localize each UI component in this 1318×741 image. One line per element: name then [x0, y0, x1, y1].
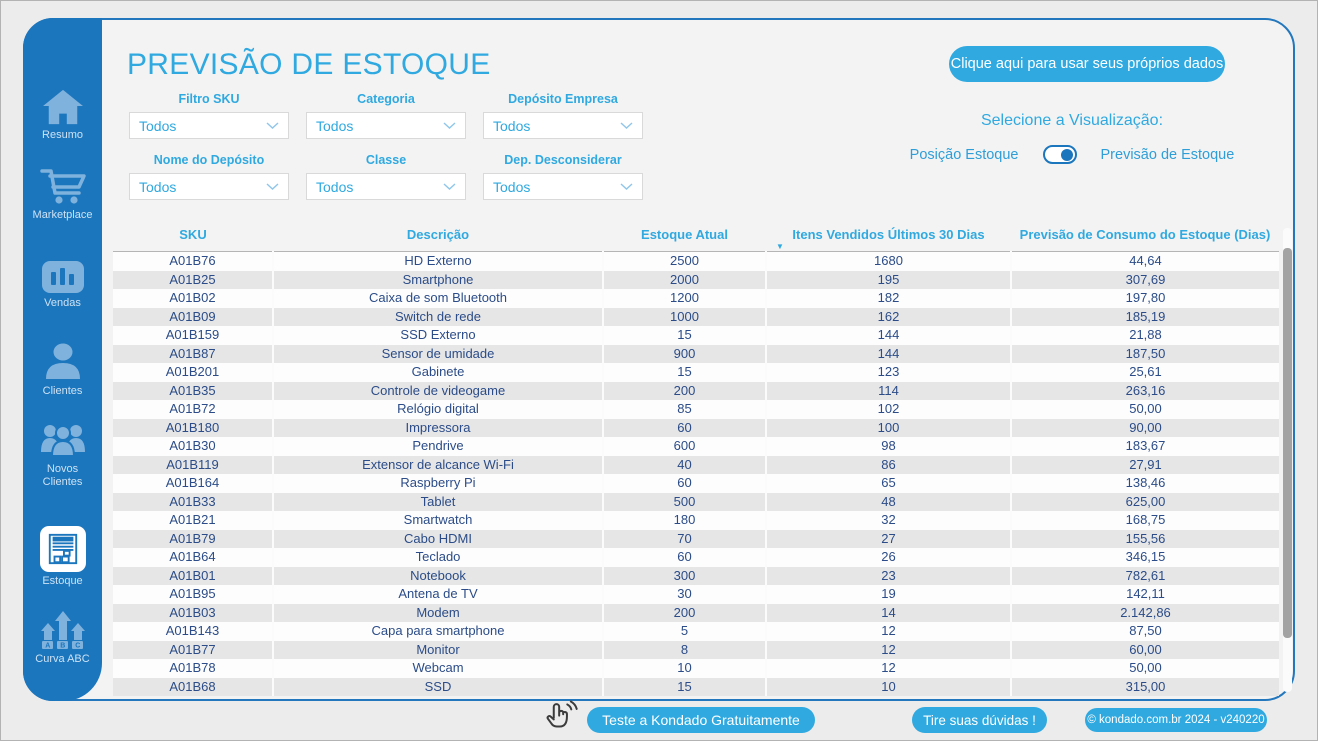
- filter-selected-value: Todos: [316, 178, 354, 195]
- use-own-data-button[interactable]: Clique aqui para usar seus próprios dados: [949, 46, 1225, 82]
- filters-grid: [129, 92, 643, 200]
- table-cell: 50,00: [1011, 659, 1279, 678]
- column-header[interactable]: [603, 224, 766, 252]
- table-cell: 346,15: [1011, 548, 1279, 567]
- table-cell: Controle de videogame: [273, 382, 603, 401]
- table-cell: 2000: [603, 271, 766, 290]
- table-body: [113, 252, 1279, 697]
- view-toggle[interactable]: [1043, 145, 1077, 164]
- table-cell: 625,00: [1011, 493, 1279, 512]
- table-cell: A01B33: [113, 493, 273, 512]
- table-cell: 144: [766, 345, 1011, 364]
- sidebar-item-label: Resumo: [42, 129, 83, 141]
- table-cell: 500: [603, 493, 766, 512]
- table-cell: 15: [603, 326, 766, 345]
- table-row[interactable]: [113, 548, 1279, 567]
- filter-selected-value: Todos: [139, 178, 177, 195]
- table-cell: A01B87: [113, 345, 273, 364]
- chevron-down-icon: [620, 122, 633, 129]
- table-cell: 50,00: [1011, 400, 1279, 419]
- table-cell: A01B119: [113, 456, 273, 475]
- table-cell: Switch de rede: [273, 308, 603, 327]
- table-row[interactable]: [113, 271, 1279, 290]
- svg-text:A: A: [44, 642, 50, 650]
- tap-hand-icon: [542, 700, 582, 741]
- filter-dropdown[interactable]: [306, 112, 466, 139]
- table-cell: 200: [603, 382, 766, 401]
- table-cell: Extensor de alcance Wi-Fi: [273, 456, 603, 475]
- column-header[interactable]: [1011, 224, 1279, 252]
- table-cell: 25,61: [1011, 363, 1279, 382]
- sidebar-nav: [23, 18, 102, 701]
- table-cell: 2.142,86: [1011, 604, 1279, 623]
- table-cell: 10: [603, 659, 766, 678]
- table-cell: A01B77: [113, 641, 273, 660]
- table-cell: 26: [766, 548, 1011, 567]
- table-cell: A01B143: [113, 622, 273, 641]
- table-cell: 8: [603, 641, 766, 660]
- filter-dropdown[interactable]: [129, 112, 289, 139]
- table-row[interactable]: [113, 604, 1279, 623]
- table-row[interactable]: [113, 289, 1279, 308]
- filter-selected-value: Todos: [493, 178, 531, 195]
- table-cell: 1000: [603, 308, 766, 327]
- table-cell: SSD: [273, 678, 603, 697]
- column-header-label: Itens Vendidos Últimos 30 Dias: [792, 227, 985, 242]
- table-cell: A01B72: [113, 400, 273, 419]
- table-cell: Pendrive: [273, 437, 603, 456]
- column-header-label: Previsão de Consumo do Estoque (Dias): [1019, 227, 1271, 242]
- table-cell: 142,11: [1011, 585, 1279, 604]
- table-row[interactable]: [113, 474, 1279, 493]
- filter-label: Depósito Empresa: [508, 92, 618, 106]
- filter-label: Categoria: [357, 92, 415, 106]
- cart-icon: [40, 166, 86, 206]
- table-row[interactable]: [113, 345, 1279, 364]
- table-cell: 60: [603, 474, 766, 493]
- table-cell: 114: [766, 382, 1011, 401]
- sidebar-item-novos-clientes[interactable]: [23, 422, 102, 488]
- table-cell: 197,80: [1011, 289, 1279, 308]
- table-cell: 100: [766, 419, 1011, 438]
- table-cell: Raspberry Pi: [273, 474, 603, 493]
- table-cell: 10: [766, 678, 1011, 697]
- table-cell: 87,50: [1011, 622, 1279, 641]
- sidebar-item-label: Vendas: [44, 297, 81, 309]
- filter-dep-desconsiderar: [483, 153, 643, 200]
- table-row[interactable]: [113, 308, 1279, 327]
- sidebar-item-label: Estoque: [42, 575, 83, 587]
- table-row[interactable]: [113, 622, 1279, 641]
- table-cell: 60: [603, 419, 766, 438]
- table-cell: 195: [766, 271, 1011, 290]
- table-row[interactable]: [113, 585, 1279, 604]
- table-cell: HD Externo: [273, 252, 603, 271]
- table-cell: 138,46: [1011, 474, 1279, 493]
- table-cell: 315,00: [1011, 678, 1279, 697]
- home-icon: [42, 88, 84, 126]
- filter-dropdown[interactable]: [483, 173, 643, 200]
- sidebar-item-label: Novos Clientes: [42, 463, 83, 488]
- table-row[interactable]: [113, 419, 1279, 438]
- table-cell: 98: [766, 437, 1011, 456]
- table-cell: A01B95: [113, 585, 273, 604]
- table-cell: 23: [766, 567, 1011, 586]
- column-header[interactable]: [766, 224, 1011, 252]
- sidebar-item-vendas[interactable]: [23, 260, 102, 310]
- table-cell: 12: [766, 641, 1011, 660]
- table-cell: 1680: [766, 252, 1011, 271]
- table-row[interactable]: [113, 678, 1279, 697]
- column-header[interactable]: [273, 224, 603, 252]
- table-cell: Smartphone: [273, 271, 603, 290]
- table-cell: Impressora: [273, 419, 603, 438]
- sidebar-item-estoque[interactable]: [23, 526, 102, 588]
- view-toggle-row: [887, 145, 1257, 164]
- table-cell: 102: [766, 400, 1011, 419]
- sidebar-item-curva-abc[interactable]: [23, 610, 102, 666]
- table-cell: Caixa de som Bluetooth: [273, 289, 603, 308]
- table-cell: 155,56: [1011, 530, 1279, 549]
- table-row[interactable]: [113, 456, 1279, 475]
- filter-label: Dep. Desconsiderar: [504, 153, 622, 167]
- table-cell: A01B76: [113, 252, 273, 271]
- table-row[interactable]: [113, 326, 1279, 345]
- chevron-down-icon: [620, 183, 633, 190]
- table-cell: Smartwatch: [273, 511, 603, 530]
- table-cell: Capa para smartphone: [273, 622, 603, 641]
- table-cell: Gabinete: [273, 363, 603, 382]
- table-cell: A01B79: [113, 530, 273, 549]
- table-header-row: [113, 224, 1279, 252]
- table-cell: A01B159: [113, 326, 273, 345]
- table-row[interactable]: [113, 363, 1279, 382]
- table-row[interactable]: [113, 567, 1279, 586]
- table-row[interactable]: [113, 400, 1279, 419]
- table-cell: 12: [766, 659, 1011, 678]
- table-cell: Tablet: [273, 493, 603, 512]
- table-row[interactable]: [113, 493, 1279, 512]
- table-cell: 162: [766, 308, 1011, 327]
- filter-classe: [306, 153, 466, 200]
- table-cell: 60: [603, 548, 766, 567]
- table-cell: 5: [603, 622, 766, 641]
- table-cell: 65: [766, 474, 1011, 493]
- table-cell: A01B180: [113, 419, 273, 438]
- table-cell: A01B09: [113, 308, 273, 327]
- table-cell: 187,50: [1011, 345, 1279, 364]
- table-cell: Teclado: [273, 548, 603, 567]
- table-row[interactable]: [113, 641, 1279, 660]
- table-row[interactable]: [113, 511, 1279, 530]
- warehouse-icon: [40, 526, 86, 572]
- stock-forecast-table: [113, 224, 1279, 696]
- table-cell: A01B201: [113, 363, 273, 382]
- table-cell: 70: [603, 530, 766, 549]
- table-cell: A01B02: [113, 289, 273, 308]
- table-cell: A01B35: [113, 382, 273, 401]
- sort-desc-icon: ▼: [776, 242, 784, 251]
- table-cell: A01B01: [113, 567, 273, 586]
- table-cell: Relógio digital: [273, 400, 603, 419]
- column-header[interactable]: [113, 224, 273, 252]
- chevron-down-icon: [443, 183, 456, 190]
- filter-categoria: [306, 92, 466, 139]
- table-cell: Webcam: [273, 659, 603, 678]
- table-cell: 12: [766, 622, 1011, 641]
- table-cell: 600: [603, 437, 766, 456]
- sidebar-item-marketplace[interactable]: [23, 166, 102, 222]
- chevron-down-icon: [266, 122, 279, 129]
- filter-filtro-sku: [129, 92, 289, 139]
- filter-label: Filtro SKU: [178, 92, 240, 106]
- table-cell: 85: [603, 400, 766, 419]
- table-cell: 144: [766, 326, 1011, 345]
- table-cell: 200: [603, 604, 766, 623]
- filter-selected-value: Todos: [139, 117, 177, 134]
- bar-chart-icon: [41, 260, 85, 294]
- table-row[interactable]: [113, 659, 1279, 678]
- table-cell: 60,00: [1011, 641, 1279, 660]
- sidebar-item-label: Marketplace: [32, 209, 93, 221]
- table-cell: Sensor de umidade: [273, 345, 603, 364]
- table-cell: 32: [766, 511, 1011, 530]
- sidebar-item-label: Clientes: [42, 385, 83, 397]
- table-cell: A01B68: [113, 678, 273, 697]
- table-cell: A01B78: [113, 659, 273, 678]
- column-header-label: Descrição: [406, 227, 470, 242]
- page-title: PREVISÃO DE ESTOQUE: [127, 48, 491, 81]
- trial-button[interactable]: Teste a Kondado Gratuitamente: [587, 707, 815, 733]
- table-row[interactable]: [113, 252, 1279, 271]
- table-cell: Monitor: [273, 641, 603, 660]
- table-cell: 2500: [603, 252, 766, 271]
- table-cell: 44,64: [1011, 252, 1279, 271]
- table-cell: 182: [766, 289, 1011, 308]
- dashboard-card: [23, 18, 1295, 701]
- table-cell: 21,88: [1011, 326, 1279, 345]
- column-header-label: SKU: [179, 227, 207, 242]
- table-scrollbar[interactable]: [1283, 228, 1292, 692]
- table-cell: 300: [603, 567, 766, 586]
- filter-label: Nome do Depósito: [153, 153, 265, 167]
- filter-label: Classe: [365, 153, 407, 167]
- table-cell: 48: [766, 493, 1011, 512]
- svg-text:B: B: [59, 642, 65, 650]
- table-row[interactable]: [113, 530, 1279, 549]
- filter-nome-do-deposito: [129, 153, 289, 200]
- table-cell: 183,67: [1011, 437, 1279, 456]
- table-cell: A01B30: [113, 437, 273, 456]
- table-row[interactable]: [113, 437, 1279, 456]
- table-cell: 86: [766, 456, 1011, 475]
- table-cell: 27: [766, 530, 1011, 549]
- table-cell: 15: [603, 678, 766, 697]
- person-icon: [43, 342, 83, 382]
- table-cell: Antena de TV: [273, 585, 603, 604]
- svg-text:C: C: [74, 642, 80, 650]
- filter-dropdown[interactable]: [306, 173, 466, 200]
- view-option-posicao-estoque[interactable]: Posição Estoque: [909, 146, 1019, 163]
- filter-deposito-empresa: [483, 92, 643, 139]
- view-selector: [887, 112, 1257, 164]
- table-cell: 40: [603, 456, 766, 475]
- filter-selected-value: Todos: [493, 117, 531, 134]
- table-cell: A01B03: [113, 604, 273, 623]
- sidebar-item-resumo[interactable]: [23, 88, 102, 142]
- copyright-button[interactable]: © kondado.com.br 2024 - v240220: [1085, 708, 1267, 732]
- table-cell: 19: [766, 585, 1011, 604]
- table-cell: A01B164: [113, 474, 273, 493]
- sidebar-item-clientes[interactable]: [23, 342, 102, 398]
- filter-dropdown[interactable]: [129, 173, 289, 200]
- table-cell: A01B21: [113, 511, 273, 530]
- chevron-down-icon: [266, 183, 279, 190]
- scrollbar-thumb[interactable]: [1283, 248, 1292, 638]
- table-cell: 123: [766, 363, 1011, 382]
- table-cell: 15: [603, 363, 766, 382]
- table-cell: 782,61: [1011, 567, 1279, 586]
- table-cell: A01B64: [113, 548, 273, 567]
- people-icon: [40, 422, 86, 460]
- table-cell: 30: [603, 585, 766, 604]
- table-cell: 307,69: [1011, 271, 1279, 290]
- chevron-down-icon: [443, 122, 456, 129]
- filter-selected-value: Todos: [316, 117, 354, 134]
- table-cell: Notebook: [273, 567, 603, 586]
- table-cell: 900: [603, 345, 766, 364]
- table-cell: A01B25: [113, 271, 273, 290]
- table-cell: 1200: [603, 289, 766, 308]
- table-cell: 27,91: [1011, 456, 1279, 475]
- filter-dropdown[interactable]: [483, 112, 643, 139]
- table-cell: 14: [766, 604, 1011, 623]
- table-cell: 185,19: [1011, 308, 1279, 327]
- doubts-button[interactable]: Tire suas dúvidas !: [912, 707, 1047, 733]
- table-cell: 90,00: [1011, 419, 1279, 438]
- table-row[interactable]: [113, 382, 1279, 401]
- column-header-label: Estoque Atual: [641, 227, 728, 242]
- table-cell: 180: [603, 511, 766, 530]
- view-selector-heading: Selecione a Visualização:: [980, 112, 1164, 129]
- toggle-knob-icon: [1061, 149, 1073, 161]
- table-cell: 263,16: [1011, 382, 1279, 401]
- table-cell: 168,75: [1011, 511, 1279, 530]
- table-cell: Modem: [273, 604, 603, 623]
- table-cell: Cabo HDMI: [273, 530, 603, 549]
- view-option-previsao-estoque[interactable]: Previsão de Estoque: [1100, 146, 1235, 163]
- sidebar-item-label: Curva ABC: [35, 653, 90, 665]
- table-cell: SSD Externo: [273, 326, 603, 345]
- abc-houses-icon: [40, 610, 86, 650]
